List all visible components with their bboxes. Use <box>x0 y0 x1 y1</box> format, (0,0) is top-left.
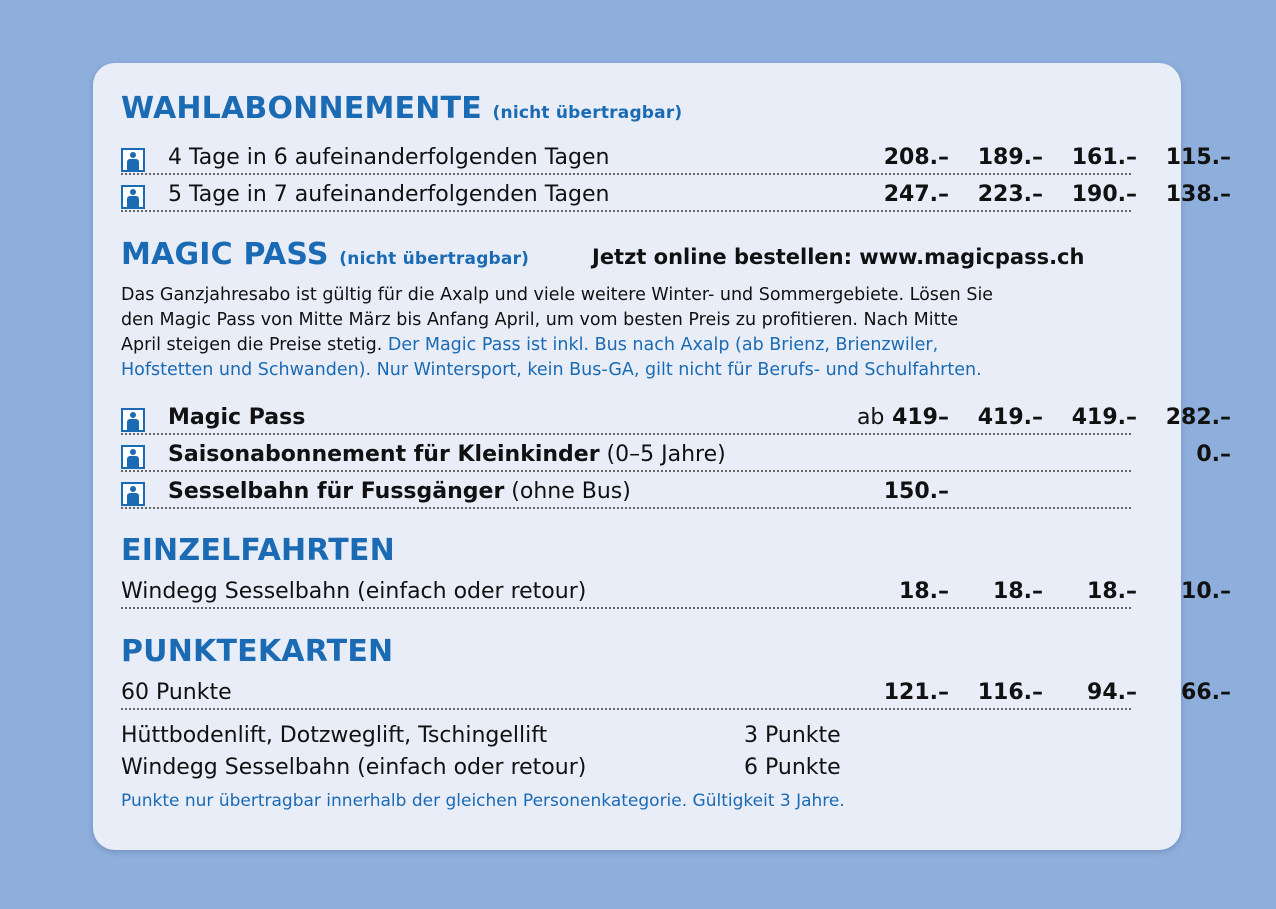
footnote: Punkte nur übertragbar innerhalb der gleichen Personenkategorie. Gültigkeit 3 Jahre. <box>121 791 845 811</box>
magic-pass-description <box>121 283 1161 383</box>
price-card <box>93 63 1231 850</box>
price: 66.– <box>1181 680 1231 705</box>
para-line: Das Ganzjahresabo ist gültig für die Axalp und viele weitere Winter- und Sommergebiete. Lösen Sie <box>121 285 994 305</box>
para-line: den Magic Pass von Mitte März bis Anfang April, um vom besten Preis zu profitieren. Nach Mitte <box>121 310 959 330</box>
section-title-magic-pass <box>121 237 529 272</box>
price: 419.– <box>1071 405 1137 430</box>
price: 94.– <box>1087 680 1137 705</box>
price: 116.– <box>977 680 1043 705</box>
price: 282.– <box>1165 405 1231 430</box>
row-label: Magic Pass <box>168 405 306 430</box>
table-row <box>121 143 1231 175</box>
price: 190.– <box>1071 182 1137 207</box>
online-order-text: Jetzt online bestellen: www.magicpass.ch <box>592 245 1085 269</box>
price: 161.– <box>1071 145 1137 170</box>
row-label: Windegg Sesselbahn (einfach oder retour) <box>121 579 587 604</box>
para-line-blue: Hofstetten und Schwanden). Nur Wintersport, kein Bus-GA, gilt nicht für Berufs- und Schulfahrten. <box>121 360 982 380</box>
points-item-label: Windegg Sesselbahn (einfach oder retour) <box>121 755 587 780</box>
title-text: MAGIC PASS <box>121 237 329 272</box>
price: 150.– <box>883 479 949 504</box>
price: 189.– <box>977 145 1043 170</box>
table-row <box>121 477 1131 509</box>
row-label <box>168 440 726 470</box>
price: 121.– <box>883 680 949 705</box>
price: 18.– <box>1087 579 1137 604</box>
table-row <box>121 577 1231 609</box>
table-row <box>121 440 1231 472</box>
person-icon <box>121 185 145 209</box>
para-line <box>121 333 1161 358</box>
price-value: 419– <box>892 405 949 430</box>
para-text-blue: Der Magic Pass ist inkl. Bus nach Axalp (ab Brienz, Brienzwiler, <box>387 335 939 355</box>
row-label: 5 Tage in 7 aufeinanderfolgenden Tagen <box>168 182 610 207</box>
row-detail: (0–5 Jahre) <box>606 442 726 467</box>
table-row <box>121 180 1231 212</box>
price: 419.– <box>977 405 1043 430</box>
points-item-label: Hüttbodenlift, Dotzweglift, Tschingellift <box>121 723 548 748</box>
title-note: (nicht übertragbar) <box>339 249 530 269</box>
price: 10.– <box>1181 579 1231 604</box>
price: 208.– <box>883 145 949 170</box>
title-text: WAHLABONNEMENTE <box>121 91 482 126</box>
title-note: (nicht übertragbar) <box>492 103 683 123</box>
person-icon <box>121 408 145 432</box>
price: 138.– <box>1165 182 1231 207</box>
section-title-einzelfahrten: EINZELFAHRTEN <box>121 533 395 568</box>
para-text: April steigen die Preise stetig. <box>121 335 383 355</box>
price: 0.– <box>1196 442 1231 467</box>
table-row <box>121 678 1231 710</box>
person-icon <box>121 148 145 172</box>
price-prefix: ab <box>856 405 885 430</box>
price: 247.– <box>883 182 949 207</box>
person-icon <box>121 482 145 506</box>
points-item-value: 6 Punkte <box>744 755 841 780</box>
price: 115.– <box>1165 145 1231 170</box>
points-item-value: 3 Punkte <box>744 723 841 748</box>
price: 18.– <box>899 579 949 604</box>
row-label <box>168 477 631 507</box>
section-title-punktekarten: PUNKTEKARTEN <box>121 634 394 669</box>
table-row <box>121 403 1231 435</box>
row-label: 4 Tage in 6 aufeinanderfolgenden Tagen <box>168 145 610 170</box>
row-detail: (ohne Bus) <box>511 479 631 504</box>
price: 223.– <box>977 182 1043 207</box>
section-title-wahlabonnemente <box>121 91 682 126</box>
row-label-bold: Sesselbahn für Fussgänger <box>168 479 505 504</box>
price <box>857 403 949 433</box>
row-label-bold: Saisonabonnement für Kleinkinder <box>168 442 600 467</box>
row-label: 60 Punkte <box>121 680 232 705</box>
price: 18.– <box>993 579 1043 604</box>
person-icon <box>121 445 145 469</box>
